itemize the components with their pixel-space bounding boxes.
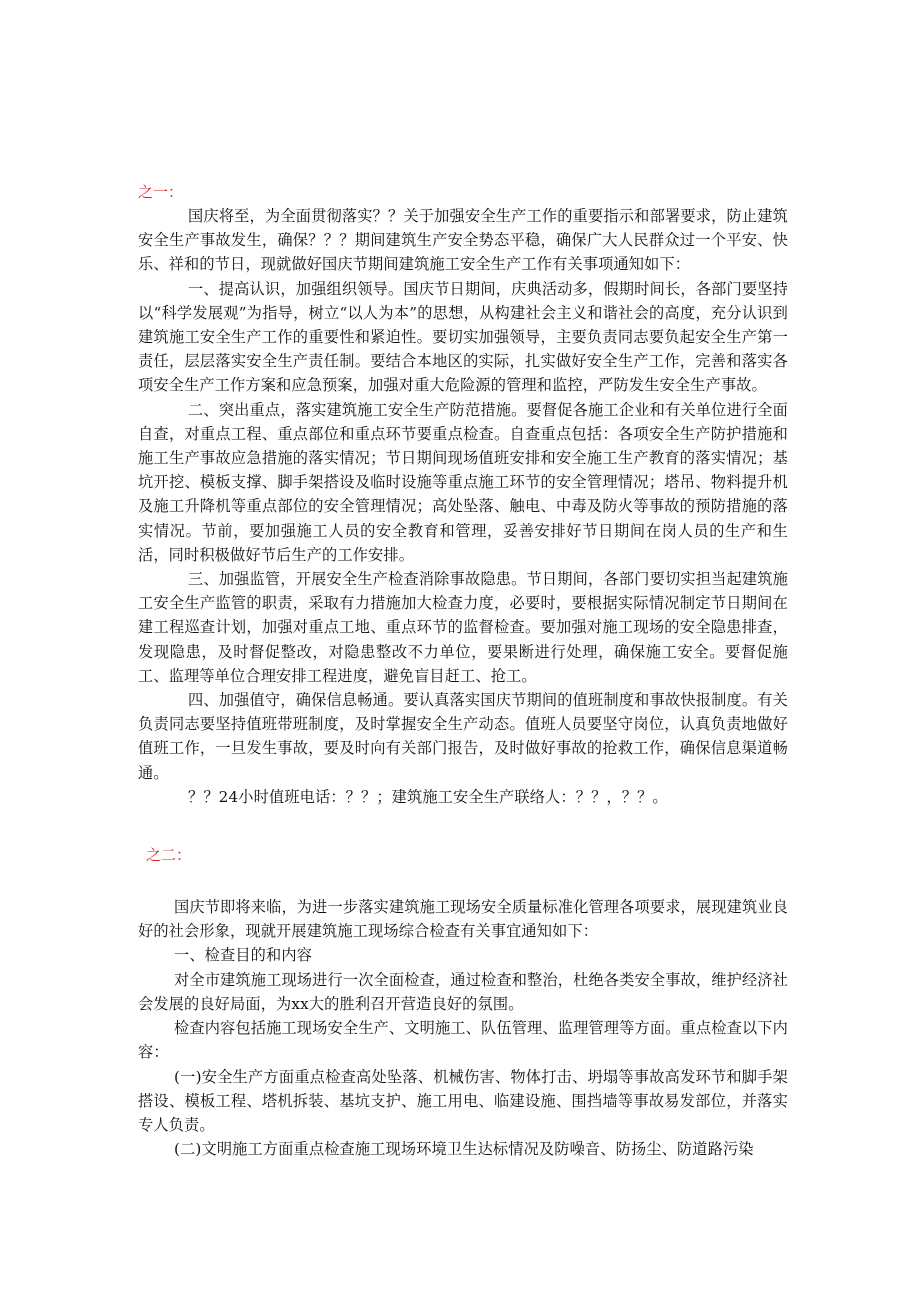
section-spacer: [0, 809, 920, 843]
paragraph-contact: ？？24小时值班电话：？？；建筑施工安全生产联络人：？？，？？。: [188, 787, 668, 806]
paragraph-item-civilized: (二)文明施工方面重点检查施工现场环境卫生达标情况及防噪音、防扬尘、防道路污染: [174, 1140, 754, 1159]
section-part2: [138, 895, 788, 1161]
paragraph-purpose: 对全市建筑施工现场进行一次全面检查，通过检查和整治，杜绝各类安全事故，维护经济社会发展的良好局面，为xx大的胜利召开营造良好的氛围。: [138, 970, 788, 1013]
paragraph-item-safety: (一)安全生产方面重点检查高处坠落、机械伤害、物体打击、坍塌等事故高发环节和脚手架搭设、模板工程、塔机拆装、基坑支护、施工用电、临建设施、围挡墙等事故易发部位，并落实专人负责。: [138, 1067, 788, 1134]
section-spacer: [0, 867, 920, 895]
section-part1: [138, 204, 788, 809]
paragraph-item-4: 四、加强值守，确保信息畅通。要认真落实国庆节期间的值班制度和事故快报制度。有关负责同志要坚持值班带班制度，及时掌握安全生产动态。值班人员要坚守岗位，认真负责地做好值班工作，一旦发生事故，要及时向有关部门报告，及时做好事故的抢救工作，确保信息渠道畅通。: [138, 691, 788, 782]
paragraph-item-1: 一、提高认识，加强组织领导。国庆节日期间，庆典活动多，假期时间长，各部门要坚持以“科学发展观”为指导，树立“以人为本”的思想，从构建社会主义和谐社会的高度，充分认识到建筑施工安全生产工作的重要性和紧迫性。要切实加强领导，主要负责同志要负起安全生产第一责任，层层落实安全生产责任制。要结合本地区的实际，扎实做好安全生产工作，完善和落实各项安全生产工作方案和应急预案，加强对重大危险源的管理和监控，严防发生安全生产事故。: [138, 279, 788, 395]
section-heading-part2: 之二：: [146, 846, 192, 865]
paragraph-item-3: 三、加强监管，开展安全生产检查消除事故隐患。节日期间，各部门要切实担当起建筑施工安全生产监管的职责，采取有力措施加大检查力度，必要时，要根据实际情况制定节日期间在建工程巡查计划，加强对重点工地、重点环节的监督检查。要加强对施工现场的安全隐患排查，发现隐患，及时督促整改，对隐患整改不力单位，要果断进行处理，确保施工安全。要督促施工、监理等单位合理安排工程进度，避免盲目赶工、抢工。: [138, 570, 788, 685]
paragraph-intro: 国庆节即将来临，为进一步落实建筑施工现场安全质量标准化管理各项要求，展现建筑业良好的社会形象，现就开展建筑施工现场综合检查有关事宜通知如下：: [138, 898, 788, 941]
paragraph-content: 检查内容包括施工现场安全生产、文明施工、队伍管理、监理管理等方面。重点检查以下内容：: [138, 1019, 788, 1062]
section-heading-part1: 之一：: [138, 183, 184, 201]
paragraph-subheading: 一、检查目的和内容: [174, 946, 313, 965]
paragraph-intro: 国庆将至，为全面贯彻落实？？关于加强安全生产工作的重要指示和部署要求，防止建筑安全生产事故发生，确保？？？期间建筑生产安全势态平稳，确保广大人民群众过一个平安、快乐、祥和的节日，现就做好国庆节期间建筑施工安全生产工作有关事项通知如下：: [138, 207, 788, 274]
paragraph-item-2: 二、突出重点，落实建筑施工安全生产防范措施。要督促各施工企业和有关单位进行全面自查，对重点工程、重点部位和重点环节要重点检查。自查重点包括：各项安全生产防护措施和施工生产事故应急措施的落实情况；节日期间现场值班安排和安全施工生产教育的落实情况；基坑开挖、模板支撑、脚手架搭设及临时设施等重点施工环节的安全管理情况；塔吊、物料提升机及施工升降机等重点部位的安全管理情况；高处坠落、触电、中毒及防火等事故的预防措施的落实情况。节前，要加强施工人员的安全教育和管理，妥善安排好节日期间在岗人员的生产和生活，同时积极做好节后生产的工作安排。: [138, 400, 788, 564]
